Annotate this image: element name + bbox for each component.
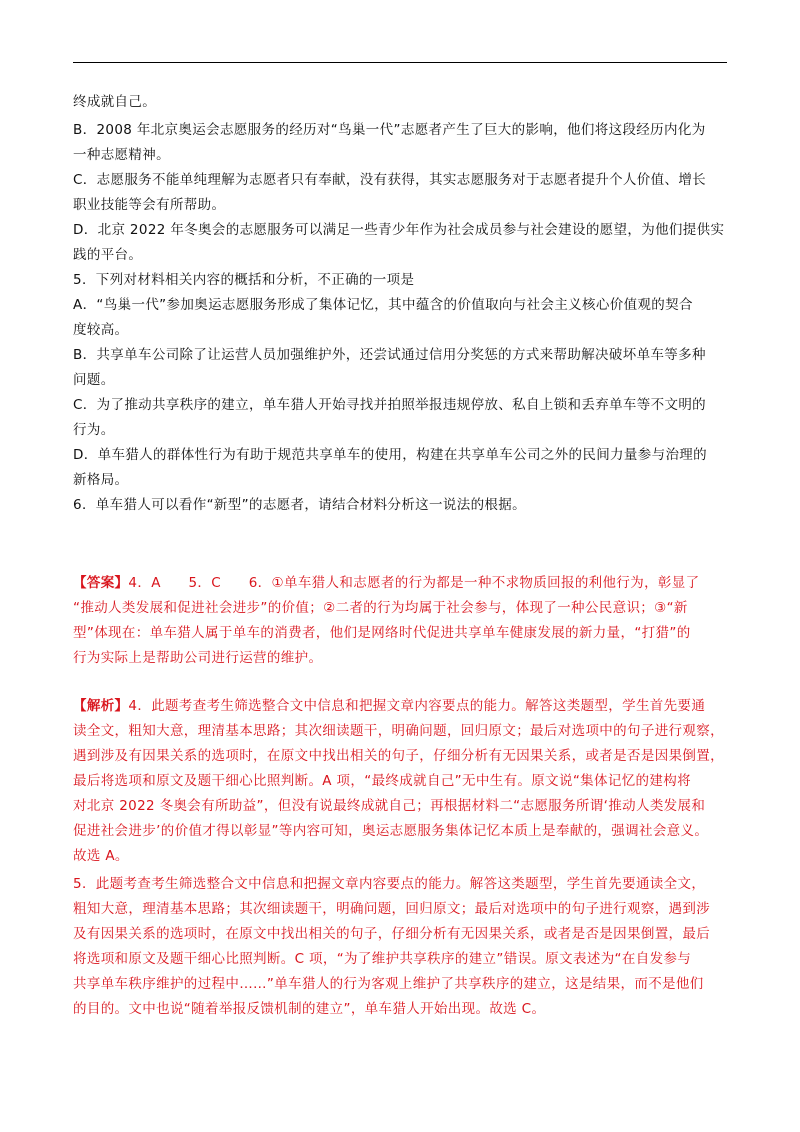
question-line: 新格局。 [73, 472, 129, 488]
question-line: 职业技能等会有所帮助。 [73, 197, 226, 213]
analysis-line: 促进社会进步’的价值才得以彰显”等内容可知，奥运志愿服务集体记忆本质上是奉献的，强调社会意义。 [73, 823, 709, 839]
analysis-line: 粗知大意，理清基本思路；其次细读题干，明确问题，回归原文；最后对选项中的句子进行观察，遇到涉 [73, 901, 711, 917]
question-line: 问题。 [73, 372, 115, 388]
analysis-line: 的目的。文中也说“随着举报反馈机制的建立”，单车猎人开始出现。故选 C。 [73, 1001, 546, 1017]
question-line: 5．下列对材料相关内容的概括和分析，不正确的一项是 [73, 272, 415, 288]
question-line: 度较高。 [73, 322, 129, 338]
analysis-line [73, 696, 733, 716]
answer-line [73, 573, 733, 593]
question-line: D．单车猎人的群体性行为有助于规范共享单车的使用，构建在共享单车公司之外的民间力量参与治理的 [73, 447, 707, 463]
analysis-line: 共享单车秩序维护的过程中……”单车猎人的行为客观上维护了共享秩序的建立，这是结果，而不是他们 [73, 976, 704, 992]
analysis-line: 及有因果关系的选项时，在原文中找出相关的句子，仔细分析有无因果关系，或者是否是因果倒置，最后 [73, 926, 711, 942]
question-line: C．志愿服务不能单纯理解为志愿者只有奉献，没有获得，其实志愿服务对于志愿者提升个人价值、增长 [73, 172, 707, 188]
analysis-line: 最后将选项和原文及题干细心比照判断。A 项，“最终成就自己”无中生有。原文说“集体记忆的建构将 [73, 773, 691, 789]
question-line: 践的平台。 [73, 247, 143, 263]
analysis-line: 故选 A。 [73, 848, 129, 864]
answer-line: 行为实际上是帮助公司进行运营的维护。 [73, 650, 323, 666]
question-line: 6．单车猎人可以看作“新型”的志愿者，请结合材料分析这一说法的根据。 [73, 497, 526, 513]
header-rule [73, 62, 727, 63]
analysis-line: 遇到涉及有因果关系的选项时，在原文中找出相关的句子，仔细分析有无因果关系，或者是否是因果倒置， [73, 748, 724, 764]
question-line: D．北京 2022 年冬奥会的志愿服务可以满足一些青少年作为社会成员参与社会建设的愿望，为他们提供实 [73, 222, 725, 238]
answer-line: “推动人类发展和促进社会进步”的价值；②二者的行为均属于社会参与，体现了一种公民意识；③“新 [73, 600, 688, 616]
analysis-line: 对北京 2022 冬奥会有所助益”，但没有说最终成就自己；再根据材料二“志愿服务所谓‘推动人类发展和 [73, 798, 706, 814]
analysis-label: 【解析】 [73, 698, 129, 714]
question-line: 行为。 [73, 422, 115, 438]
question-line: B．2008 年北京奥运会志愿服务的经历对“鸟巢一代”志愿者产生了巨大的影响，他们将这段经历内化为 [73, 122, 706, 138]
answer-line: 型”体现在：单车猎人属于单车的消费者，他们是网络时代促进共享单车健康发展的新力量，“打猎”的 [73, 625, 691, 641]
question-line: 一种志愿精神。 [73, 147, 170, 163]
question-line: A．“鸟巢一代”参加奥运志愿服务形成了集体记忆，其中蕴含的价值取向与社会主义核心价值观的契合 [73, 297, 693, 313]
question-line: B．共享单车公司除了让运营人员加强维护外，还尝试通过信用分奖惩的方式来帮助解决破坏单车等多种 [73, 347, 706, 363]
question-line: C．为了推动共享秩序的建立，单车猎人开始寻找并拍照举报违规停放、私自上锁和丢弃单车等不文明的 [73, 397, 707, 413]
analysis-text: 4．此题考查考生筛选整合文中信息和把握文章内容要点的能力。解答这类题型，学生首先要通 [128, 698, 706, 714]
analysis-line: 将选项和原文及题干细心比照判断。C 项，“为了维护共享秩序的建立”错误。原文表述为“在自发参与 [73, 951, 692, 967]
answer-label: 【答案】 [73, 575, 129, 591]
analysis-line: 5．此题考查考生筛选整合文中信息和把握文章内容要点的能力。解答这类题型，学生首先要通读全文， [73, 876, 706, 892]
question-line: 终成就自己。 [73, 94, 157, 110]
answer-text: 4．A 5．C 6．①单车猎人和志愿者的行为都是一种不求物质回报的利他行为，彰显了 [128, 575, 700, 591]
analysis-line: 读全文，粗知大意，理清基本思路；其次细读题干，明确问题，回归原文；最后对选项中的句子进行观察， [73, 723, 724, 739]
